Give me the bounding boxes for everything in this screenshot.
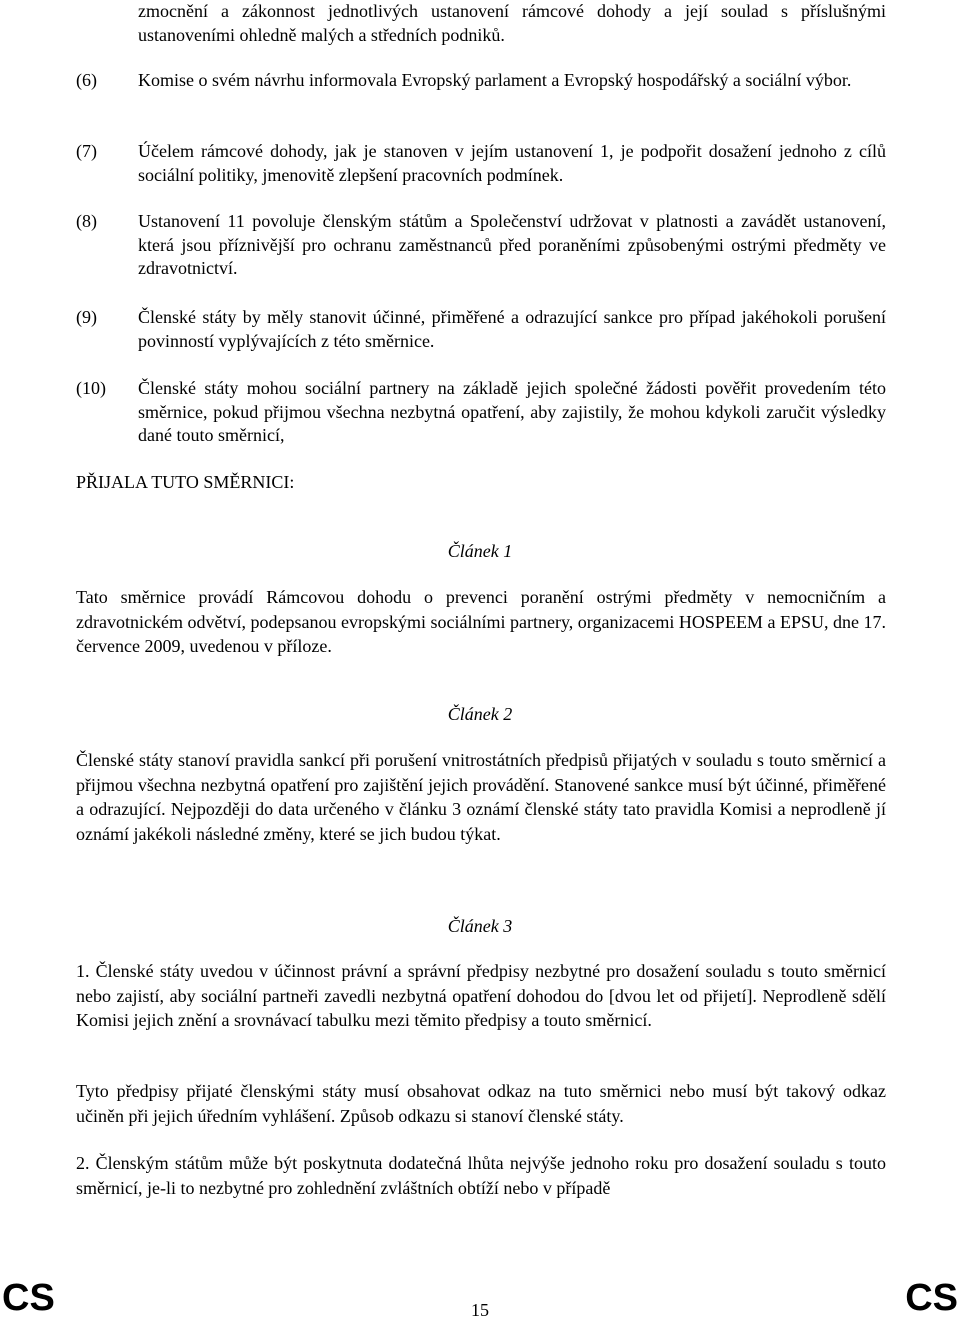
recital-text: Ustanovení 11 povoluje členským státům a Společenství udržovat v platnosti a zavádět ustanovení, která jsou příznivější pro ochranu zaměstnanců před poraněními způsobenými ostrými předměty ve zdravotnictví. bbox=[138, 211, 886, 278]
article-1-paragraph: Tato směrnice provádí Rámcovou dohodu o prevenci poranění ostrými předměty v nemocničním a zdravotnickém odvětví, podepsanou evropskými sociálními partnery, organizacemi HOSPEEM a EPSU, dne 17. července 2009, uvedenou v příloze. bbox=[76, 587, 886, 656]
article-1-title: Článek 1 bbox=[447, 541, 513, 561]
recital-text: Členské státy mohou sociální partnery na základě jejich společné žádosti pověřit provedením této směrnice, pokud přijmou všechna nezbytná opatření, aby zajistily, že mohou kdykoli zaručit výsledky dané touto směrnicí, bbox=[138, 378, 886, 445]
article-2-title: Článek 2 bbox=[447, 704, 513, 724]
recital-number: (7) bbox=[76, 141, 97, 161]
adopted-heading: PŘIJALA TUTO SMĚRNICI: bbox=[76, 472, 295, 492]
recital-6 bbox=[76, 69, 886, 93]
recital-text: Komise o svém návrhu informovala Evropský parlament a Evropský hospodářský a sociální výbor. bbox=[138, 70, 852, 90]
recital-10 bbox=[76, 377, 886, 448]
recital-number: (10) bbox=[76, 378, 106, 398]
recital-number: (6) bbox=[76, 70, 97, 90]
recital-number: (8) bbox=[76, 211, 97, 231]
recital-8 bbox=[76, 210, 886, 281]
article-3-paragraph-1: 1. Členské státy uvedou v účinnost právní a správní předpisy nezbytné pro dosažení souladu s touto směrnicí nebo zajistí, aby sociální partneři zavedli nezbytná opatření dohodou do [dvou let od přijetí]. Neprodleně sdělí Komisi jejich znění a srovnávací tabulku mezi těmito předpisy a touto směrnicí. bbox=[76, 961, 886, 1030]
recital-9 bbox=[76, 306, 886, 353]
article-3-paragraph-2: Tyto předpisy přijaté členskými státy musí obsahovat odkaz na tuto směrnici nebo musí být takový odkaz učiněn při jejich úředním vyhlášení. Způsob odkazu si stanoví členské státy. bbox=[76, 1081, 886, 1126]
article-3-paragraph-3: 2. Členským státům může být poskytnuta dodatečná lhůta nejvýše jednoho roku pro dosažení souladu s touto směrnicí, je-li to nezbytné pro zohlednění zvláštních obtíží nebo v případě bbox=[76, 1153, 886, 1198]
recital-text: Členské státy by měly stanovit účinné, přiměřené a odrazující sankce pro případ jakéhokoli porušení povinností vyplývajících z této směrnice. bbox=[138, 307, 886, 351]
language-code-right: CS bbox=[905, 1277, 958, 1319]
article-3-title: Článek 3 bbox=[447, 916, 513, 936]
article-2-paragraph: Členské státy stanoví pravidla sankcí při porušení vnitrostátních předpisů přijatých v souladu s touto směrnicí a přijmou všechna nezbytná opatření pro zajištění jejich provádění. Stanovené sankce musí být účinné, přiměřené a odrazující. Nejpozději do data určeného v článku 3 oznámí členské státy tato pravidla Komisi a neprodleně jí oznámí jakékoli následné změny, které se jich budou týkat. bbox=[76, 750, 886, 844]
recital-text: Účelem rámcové dohody, jak je stanoven v jejím ustanovení 1, je podpořit dosažení jednoho z cílů sociální politiky, jmenovitě zlepšení pracovních podmínek. bbox=[138, 141, 886, 185]
continued-paragraph: zmocnění a zákonnost jednotlivých ustanovení rámcové dohody a její soulad s příslušnými ustanoveními ohledně malých a středních podniků. bbox=[138, 1, 886, 45]
language-code-left: CS bbox=[2, 1277, 55, 1319]
recital-number: (9) bbox=[76, 307, 97, 327]
recital-7 bbox=[76, 140, 886, 187]
page-number: 15 bbox=[471, 1300, 489, 1320]
